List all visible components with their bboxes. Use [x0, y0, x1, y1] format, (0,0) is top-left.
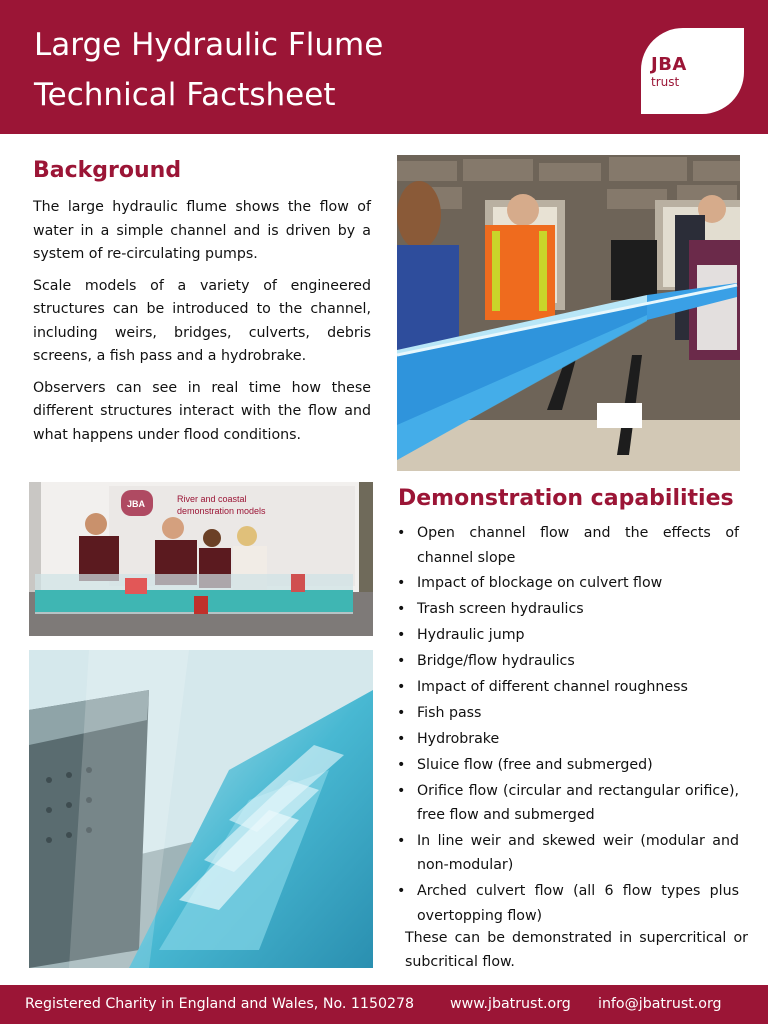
- stand-banner-title: River and coastal: [177, 494, 247, 504]
- header-banner: [0, 0, 768, 134]
- bullet-icon: •: [397, 678, 406, 695]
- bullet-icon: •: [397, 756, 406, 773]
- logo-name: JBA: [651, 54, 687, 75]
- photo-fish-pass-closeup: [29, 650, 373, 968]
- bullet-icon: •: [397, 653, 406, 670]
- background-paragraph: The large hydraulic flume shows the flow of water in a simple channel and is driven by a system of re-circulating pumps.: [33, 199, 371, 262]
- website-link[interactable]: www.jbatrust.org: [450, 996, 571, 1012]
- list-item: • Impact of blockage on culvert flow: [395, 571, 739, 596]
- photo-exhibition-stand: [29, 482, 373, 636]
- background-heading: Background: [33, 158, 182, 183]
- list-item: • Bridge/flow hydraulics: [395, 649, 739, 674]
- list-item: • Open channel flow and the effects of channel slope: [395, 521, 739, 570]
- list-item: • Trash screen hydraulics: [395, 597, 739, 622]
- list-item: • Hydraulic jump: [395, 623, 739, 648]
- capabilities-list: [395, 521, 739, 930]
- list-item: • Impact of different channel roughness: [395, 675, 739, 700]
- bullet-icon: •: [397, 525, 406, 541]
- list-item: • Arched culvert flow (all 6 flow types plus overtopping flow): [395, 879, 739, 928]
- bullet-icon: •: [397, 883, 406, 900]
- page-title-line-1: Large Hydraulic Flume: [34, 27, 384, 63]
- stand-banner-subtitle: demonstration models: [177, 506, 266, 516]
- bullet-icon: •: [397, 832, 406, 849]
- stand-logo-text: JBA: [127, 499, 146, 509]
- background-paragraph: Observers can see in real time how these different structures interact with the flow and what happens under flood conditions.: [33, 379, 371, 443]
- list-item: • Hydrobrake: [395, 727, 739, 752]
- background-text: [33, 196, 371, 455]
- charity-registration: Registered Charity in England and Wales, No. 1150278: [25, 996, 415, 1012]
- jba-trust-logo: [641, 28, 744, 114]
- list-item: • Fish pass: [395, 701, 739, 726]
- logo-subtitle: trust: [651, 75, 680, 89]
- photo-outdoor-flume-demo: [397, 155, 740, 471]
- bullet-icon: •: [397, 601, 406, 618]
- demonstration-heading: Demonstration capabilities: [398, 486, 734, 511]
- list-item: • In line weir and skewed weir (modular and non-modular): [395, 829, 739, 878]
- list-item: • Sluice flow (free and submerged): [395, 753, 739, 778]
- page-title-line-2: Technical Factsheet: [34, 77, 336, 113]
- email-link[interactable]: info@jbatrust.org: [598, 996, 722, 1012]
- demonstration-note: These can be demonstrated in supercritical or subcritical flow.: [405, 930, 748, 970]
- bullet-icon: •: [397, 730, 406, 747]
- bullet-icon: •: [397, 575, 406, 592]
- background-paragraph: Scale models of a variety of engineered structures can be introduced to the channel, including weirs, bridges, culverts, debris screens, a fish pass and a hydrobrake.: [33, 277, 371, 364]
- bullet-icon: •: [397, 627, 406, 644]
- bullet-icon: •: [397, 782, 406, 799]
- footer-bar: [0, 985, 768, 1024]
- bullet-icon: •: [397, 704, 406, 721]
- list-item: • Orifice flow (circular and rectangular orifice), free flow and submerged: [395, 779, 739, 828]
